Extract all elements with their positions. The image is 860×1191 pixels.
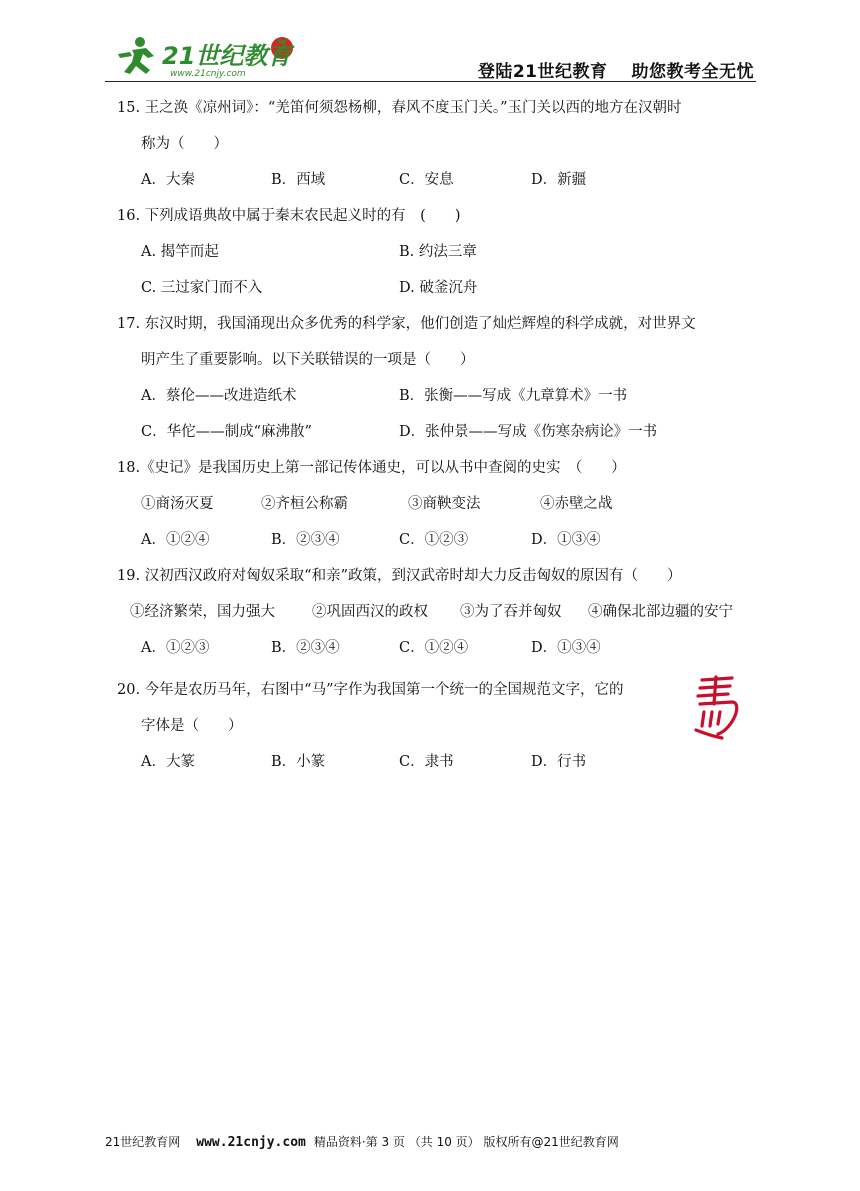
question-19-line1 [117, 566, 682, 586]
slogan-left: 登陆21世纪教育 [477, 62, 608, 82]
option-d: D．①③④ [531, 532, 601, 548]
question-stem: 今年是农历马年，右图中“马”字作为我国第一个统一的全国规范文字，它的 [144, 682, 624, 698]
question-stem: 王之涣《凉州词》：“羌笛何须怨杨柳，春风不度玉门关。”玉门关以西的地方在汉朝时 [144, 100, 682, 116]
footer-left: 21世纪教育网 [105, 1135, 181, 1149]
question-stem: 东汉时期，我国涌现出众多优秀的科学家，他们创造了灿烂辉煌的科学成就，对世界文 [144, 316, 696, 332]
statement-3: ③商鞅变法 [408, 496, 481, 512]
page-header [105, 30, 756, 82]
option-a: A．①②④ [141, 532, 210, 548]
option-c: C．安息 [399, 172, 454, 188]
question-15-line2: 称为（ ） [141, 136, 228, 152]
slogan-right: 助您教考全无忧 [631, 62, 754, 82]
option-b: B．张衡——写成《九章算术》一书 [399, 388, 628, 404]
page-footer [105, 1133, 756, 1150]
statement-1: ①商汤灭夏 [141, 496, 214, 512]
option-c: C．华佗——制成“麻沸散” [141, 424, 312, 440]
option-b: B．小篆 [271, 754, 326, 770]
option-a: A．大篆 [141, 754, 195, 770]
option-d: D. 破釜沉舟 [399, 280, 478, 296]
header-rule [105, 81, 756, 82]
statement-3: ③为了吞并匈奴 [460, 604, 562, 620]
question-17-line2: 明产生了重要影响。以下关联错误的一项是（ ） [141, 352, 475, 368]
header-slogan [478, 57, 754, 82]
footer-right: 精品资料·第 3 页 （共 10 页） 版权所有@21世纪教育网 [313, 1135, 619, 1149]
logo-21cnjy [110, 32, 310, 80]
option-a: A．大秦 [141, 172, 195, 188]
option-b: B．②③④ [271, 640, 340, 656]
question-number: 17. [117, 316, 141, 332]
statement-2: ②齐桓公称霸 [261, 496, 348, 512]
option-c: C. 三过家门而不入 [141, 280, 263, 296]
statement-4: ④确保北部边疆的安宁 [588, 604, 733, 620]
option-c: C．隶书 [399, 754, 454, 770]
option-a: A．蔡伦——改进造纸术 [141, 388, 297, 404]
seal-script-horse-image [692, 674, 744, 742]
question-number: 19. [117, 568, 141, 584]
option-d: D．行书 [531, 754, 587, 770]
logo-url: www.21cnjy.com [170, 69, 246, 79]
question-15-line1 [117, 98, 682, 118]
option-a: A. 揭竿而起 [141, 244, 219, 260]
question-20-line2: 字体是（ ） [141, 718, 243, 734]
question-16-line1 [117, 206, 460, 226]
question-number: 20. [117, 682, 141, 698]
option-b: B．西域 [271, 172, 326, 188]
option-b: B. 约法三章 [399, 244, 477, 260]
option-d: D．张仲景——写成《伤寒杂病论》一书 [399, 424, 658, 440]
question-18-line1 [117, 458, 626, 478]
statement-1: ①经济繁荣，国力强大 [130, 604, 275, 620]
footer-site-link[interactable]: www.21cnjy.com [196, 1135, 306, 1150]
question-stem: 《史记》是我国历史上第一部记传体通史，可以从书中查阅的史实 （ ） [140, 460, 626, 476]
option-c: C．①②④ [399, 640, 469, 656]
option-a: A．①②③ [141, 640, 210, 656]
option-d: D．新疆 [531, 172, 587, 188]
logo-text: 21世纪教育 [162, 42, 292, 70]
question-17-line1 [117, 314, 696, 334]
question-stem: 汉初西汉政府对匈奴采取“和亲”政策，到汉武帝时却大力反击匈奴的原因有（ ） [144, 568, 682, 584]
question-20-line1 [117, 680, 624, 700]
statement-2: ②巩固西汉的政权 [312, 604, 428, 620]
question-number: 15. [117, 100, 141, 116]
question-number: 18. [117, 460, 141, 476]
question-stem: 下列成语典故中属于秦末农民起义时的有 ( ) [144, 208, 461, 224]
option-c: C．①②③ [399, 532, 469, 548]
question-number: 16. [117, 208, 141, 224]
statement-4: ④赤壁之战 [540, 496, 613, 512]
option-b: B．②③④ [271, 532, 340, 548]
option-d: D．①③④ [531, 640, 601, 656]
